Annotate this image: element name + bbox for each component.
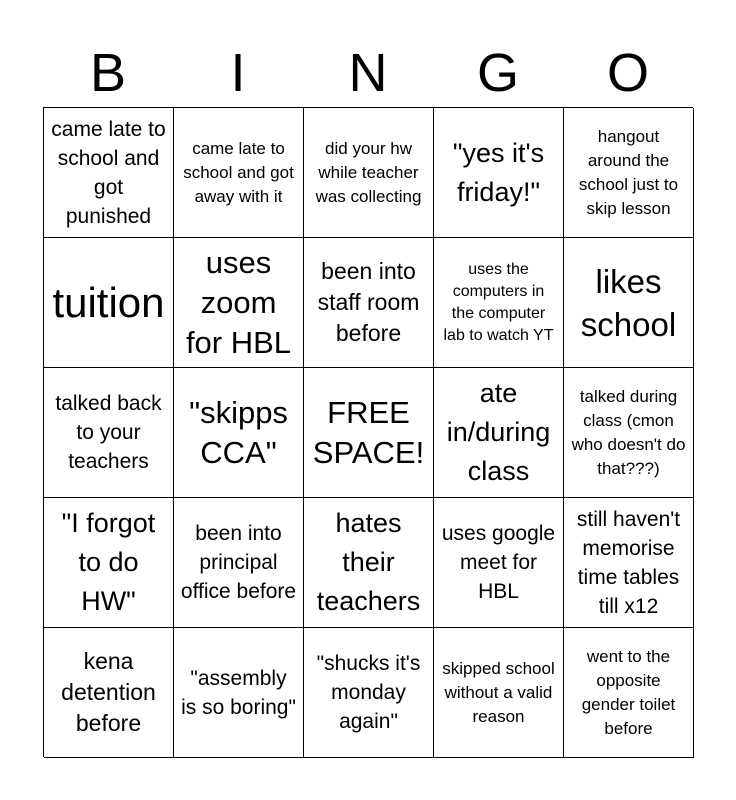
cell-text: kena detention before [61,648,156,736]
bingo-cell[interactable] [564,108,694,238]
cell-text: tuition [52,278,165,326]
bingo-cell[interactable] [44,108,174,238]
free-space-cell[interactable] [304,368,434,498]
bingo-cell[interactable] [174,108,304,238]
cell-text: came late to school and got punished [51,117,166,228]
header-letter-b: B [89,43,127,103]
cell-text: ate in/during class [446,378,551,486]
bingo-cell[interactable] [44,238,174,368]
cell-text: been into staff room before [317,258,420,346]
cell-text: hates their teachers [316,508,421,616]
bingo-cell[interactable] [304,498,434,628]
cell-text: "I forgot to do HW" [61,508,156,616]
cell-text: skipped school without a valid reason [442,658,555,726]
cell-text: "skipps CCA" [189,394,288,470]
bingo-cell[interactable] [174,368,304,498]
bingo-cell[interactable] [304,238,434,368]
bingo-cell[interactable] [434,238,564,368]
bingo-cell[interactable] [44,628,174,758]
cell-text: talked back to your teachers [55,392,162,473]
cell-text: been into principal office before [180,522,297,603]
bingo-cell[interactable] [434,498,564,628]
cell-text: FREE SPACE! [312,394,425,470]
bingo-cell[interactable] [174,498,304,628]
cell-text: hangout around the school just to skip lesson [578,126,679,218]
bingo-cell[interactable] [174,628,304,758]
cell-text: went to the opposite gender toilet before [581,646,676,738]
bingo-cell[interactable] [564,238,694,368]
cell-text: uses zoom for HBL [185,244,292,360]
bingo-grid [43,107,693,757]
bingo-cell[interactable] [304,108,434,238]
cell-text: likes school [580,262,677,343]
cell-text: "assembly is so boring" [181,666,296,719]
cell-text: uses the computers in the computer lab to watch YT [443,260,554,344]
header-letter-i: I [230,43,246,103]
bingo-cell[interactable] [44,498,174,628]
bingo-cell[interactable] [564,368,694,498]
header-letter-g: G [476,43,519,103]
cell-text: "shucks it's monday again" [316,652,421,733]
cell-text: still haven't memorise time tables till x12 [576,507,681,618]
bingo-cell[interactable] [434,108,564,238]
bingo-cell[interactable] [434,368,564,498]
cell-text: "yes it's friday!" [452,137,545,207]
bingo-header [43,40,693,106]
bingo-cell[interactable] [564,628,694,758]
cell-text: came late to school and got away with it [183,138,294,206]
bingo-cell[interactable] [44,368,174,498]
cell-text: uses google meet for HBL [441,522,556,603]
bingo-cell[interactable] [564,498,694,628]
bingo-cell[interactable] [174,238,304,368]
cell-text: did your hw while teacher was collecting [315,138,422,206]
header-letter-n: N [348,43,388,103]
bingo-cell[interactable] [304,628,434,758]
bingo-cell[interactable] [434,628,564,758]
header-letter-o: O [606,43,649,103]
cell-text: talked during class (cmon who doesn't do that???) [571,386,686,478]
